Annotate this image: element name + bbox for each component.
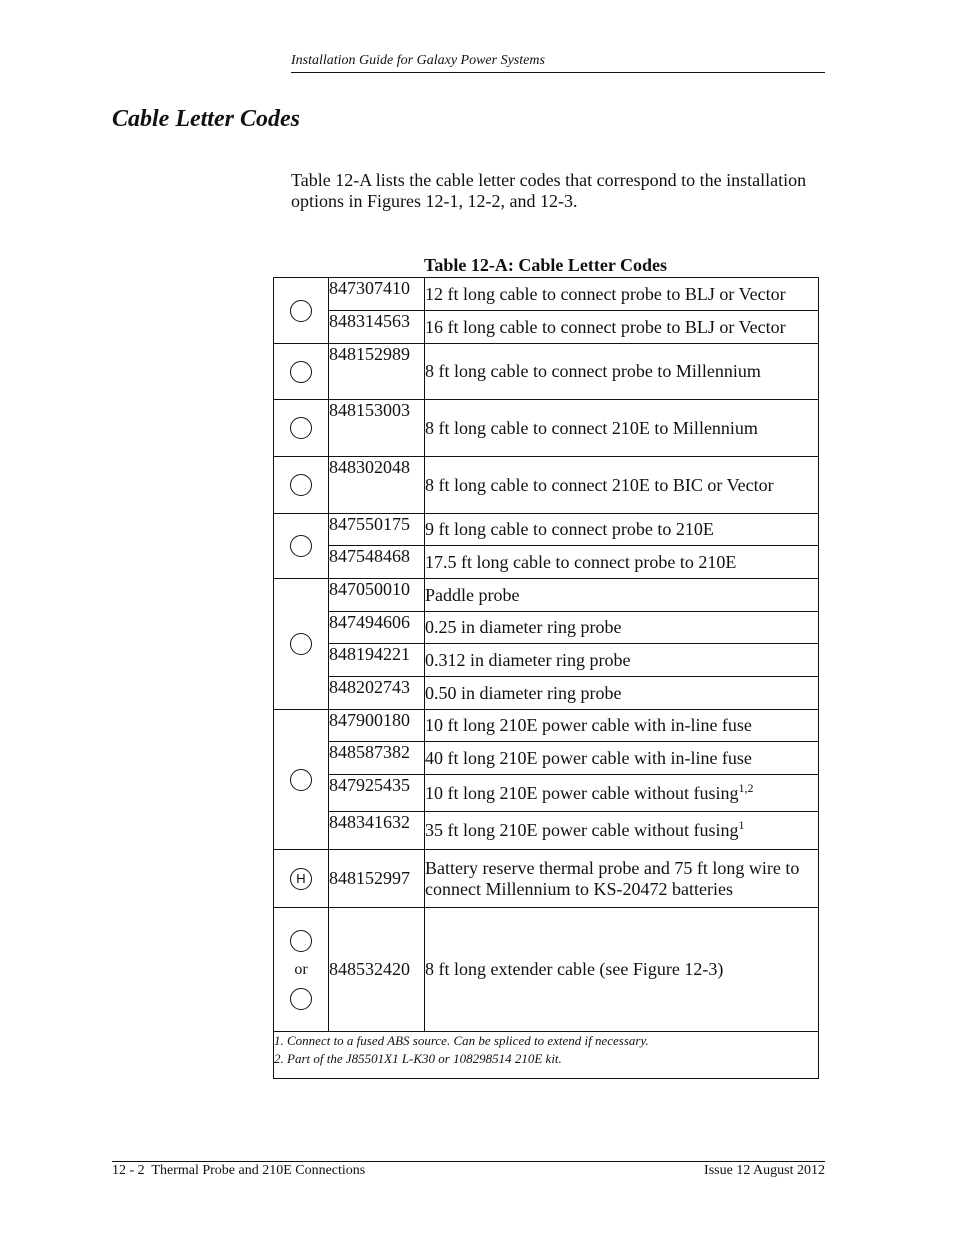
description-cell: 0.312 in diameter ring probe (425, 644, 819, 677)
table-row (274, 644, 819, 677)
comcode-cell: 848302048 (329, 457, 425, 514)
circle-icon (290, 988, 312, 1010)
letter-code-symbol (274, 400, 329, 457)
comcode-cell: 848587382 (329, 742, 425, 775)
letter-code-symbol (274, 514, 329, 579)
comcode-cell: 848341632 (329, 812, 425, 850)
table-row (274, 612, 819, 644)
circle-icon (290, 361, 312, 383)
comcode-cell: 848202743 (329, 677, 425, 710)
circle-icon (290, 474, 312, 496)
description-cell (425, 812, 819, 850)
section-title: Cable Letter Codes (112, 106, 300, 132)
comcode-cell: 847925435 (329, 775, 425, 812)
letter-code-symbol (274, 710, 329, 850)
description-cell: 17.5 ft long cable to connect probe to 210E (425, 546, 819, 579)
table-row (274, 850, 819, 908)
description-cell: 12 ft long cable to connect probe to BLJ or Vector (425, 278, 819, 311)
table-row (274, 579, 819, 612)
description-text: 10 ft long 210E power cable without fusing (425, 782, 739, 803)
comcode-cell: 847050010 (329, 579, 425, 612)
footer-issue: Issue 12 August 2012 (704, 1163, 825, 1178)
comcode-cell: 847307410 (329, 278, 425, 311)
table-row (274, 311, 819, 344)
intro-paragraph: Table 12-A lists the cable letter codes that correspond to the installation options in Figures 12-1, 12-2, and 12-3. (291, 170, 807, 211)
table-row (274, 344, 819, 400)
circle-icon (290, 535, 312, 557)
footnote-ref: 1 (738, 818, 745, 832)
footnotes-row (274, 1032, 819, 1079)
description-cell: 9 ft long cable to connect probe to 210E (425, 514, 819, 546)
comcode-cell: 848314563 (329, 311, 425, 344)
letter-code-symbol (274, 579, 329, 710)
table-row (274, 812, 819, 850)
or-label: or (294, 960, 308, 978)
comcode-cell: 847900180 (329, 710, 425, 742)
footnotes-cell (274, 1032, 819, 1079)
table-row (274, 677, 819, 710)
comcode-cell: 847550175 (329, 514, 425, 546)
header-rule (291, 72, 825, 73)
comcode-text: 848532420 (329, 959, 410, 979)
circle-icon (290, 417, 312, 439)
description-cell: 8 ft long extender cable (see Figure 12-3) (425, 908, 819, 1032)
letter-code-symbol (274, 344, 329, 400)
description-cell: 8 ft long cable to connect probe to Millennium (425, 344, 819, 400)
description-cell: 0.25 in diameter ring probe (425, 612, 819, 644)
letter-code-symbol (274, 457, 329, 514)
table-row (274, 400, 819, 457)
circle-icon (290, 300, 312, 322)
comcode-cell (329, 850, 425, 908)
letter-code-symbol (274, 908, 329, 1032)
letter-code-symbol (274, 278, 329, 344)
footnote-ref: 1,2 (738, 780, 754, 795)
table-row (274, 908, 819, 1032)
description-cell (425, 775, 819, 812)
table-caption: Table 12-A: Cable Letter Codes (424, 255, 667, 275)
table-row (274, 775, 819, 812)
description-cell: 16 ft long cable to connect probe to BLJ or Vector (425, 311, 819, 344)
description-cell: 0.50 in diameter ring probe (425, 677, 819, 710)
circle-icon (290, 633, 312, 655)
description-cell: 8 ft long cable to connect 210E to Millennium (425, 400, 819, 457)
cable-codes-table (273, 277, 819, 1079)
comcode-cell: 848152989 (329, 344, 425, 400)
footnote-2: 2. Part of the J85501X1 L-K30 or 108298514 210E kit. (274, 1051, 562, 1066)
description-cell: 40 ft long 210E power cable with in-line fuse (425, 742, 819, 775)
table-row (274, 457, 819, 514)
comcode-cell: 848194221 (329, 644, 425, 677)
comcode-cell: 848153003 (329, 400, 425, 457)
table-row (274, 514, 819, 546)
table-row (274, 742, 819, 775)
circle-icon (290, 930, 312, 952)
footnote-1: 1. Connect to a fused ABS source. Can be spliced to extend if necessary. (274, 1033, 649, 1048)
circle-icon (290, 769, 312, 791)
comcode-cell: 847548468 (329, 546, 425, 579)
comcode-text: 848152997 (329, 868, 410, 888)
description-cell: Battery reserve thermal probe and 75 ft long wire to connect Millennium to KS-20472 batteries (425, 850, 819, 908)
table-row (274, 278, 819, 311)
description-cell: 10 ft long 210E power cable with in-line fuse (425, 710, 819, 742)
letter-code-symbol (274, 850, 329, 908)
comcode-cell (329, 908, 425, 1032)
footer-chapter: 12 - 2 Thermal Probe and 210E Connections (112, 1163, 366, 1178)
description-cell: Paddle probe (425, 579, 819, 612)
description-text: 35 ft long 210E power cable without fusing (425, 820, 739, 840)
table-row (274, 710, 819, 742)
table-row (274, 546, 819, 579)
comcode-cell: 847494606 (329, 612, 425, 644)
running-header: Installation Guide for Galaxy Power Systems (291, 53, 545, 68)
h-circle-icon: H (290, 868, 312, 890)
description-cell: 8 ft long cable to connect 210E to BIC or Vector (425, 457, 819, 514)
